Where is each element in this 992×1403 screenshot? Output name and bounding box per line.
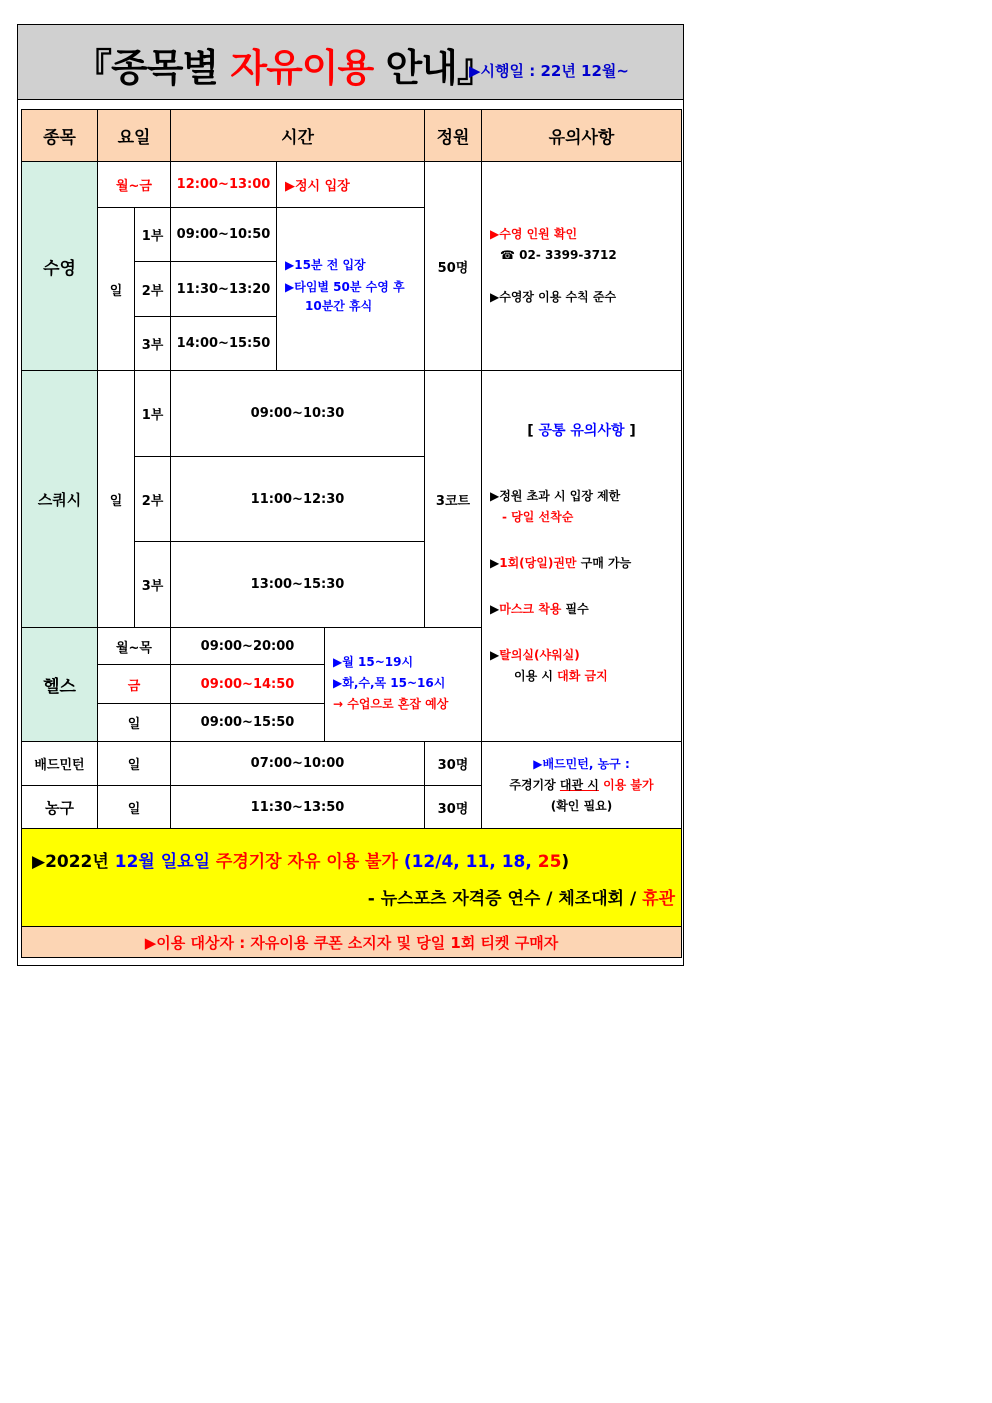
header-sport: 종목 xyxy=(21,109,98,162)
common-note-locker: ▶탈의실(샤워실) xyxy=(490,648,580,662)
swim-part-1: 1부 xyxy=(134,207,171,262)
common-notes xyxy=(481,370,682,742)
swim-part-2: 2부 xyxy=(134,261,171,317)
health-day-2: 금 xyxy=(97,664,171,704)
page-title xyxy=(74,37,494,92)
basketball-day: 일 xyxy=(97,785,171,829)
swim-session-note-3: 10분간 휴식 xyxy=(305,299,373,313)
swim-note-1: ▶수영 인원 확인 xyxy=(490,227,578,241)
swim-session-note-2: ▶타임별 50분 수영 후 xyxy=(285,280,405,294)
badminton-time: 07:00~10:00 xyxy=(170,741,425,786)
banner-line-1: ▶2022년 12월 일요일 주경기장 자유 이용 불가 (12/4, 11, 18, 25) xyxy=(32,852,570,872)
health-time-2: 09:00~14:50 xyxy=(170,664,325,704)
title-bracket-open: 『 xyxy=(74,46,112,90)
common-note-no-talk: 이용 시 대화 금지 xyxy=(514,669,608,683)
header-notes: 유의사항 xyxy=(481,109,682,162)
court-note xyxy=(481,741,682,829)
swim-weekday-note: ▶정시 입장 xyxy=(276,161,425,208)
squash-time-2: 11:00~12:30 xyxy=(170,456,425,542)
swim-time-1: 09:00~10:50 xyxy=(170,207,277,262)
badminton-capacity: 30명 xyxy=(424,741,482,786)
swim-sun: 일 xyxy=(97,207,135,371)
health-day-3: 일 xyxy=(97,703,171,742)
swim-capacity: 50명 xyxy=(424,161,482,371)
sport-swim: 수영 xyxy=(21,161,98,371)
effective-date: ▶시행일 : 22년 12월~ xyxy=(469,62,629,80)
title-bracket-close: 』 xyxy=(456,46,494,90)
sport-badminton: 배드민턴 xyxy=(21,741,98,786)
health-note-1: ▶월 15~19시 xyxy=(333,655,414,669)
swim-time-2: 11:30~13:20 xyxy=(170,261,277,317)
swim-session-note xyxy=(276,207,425,371)
squash-time-3: 13:00~15:30 xyxy=(170,541,425,628)
health-day-1: 월~목 xyxy=(97,627,171,665)
header-day: 요일 xyxy=(97,109,171,162)
health-time-3: 09:00~15:50 xyxy=(170,703,325,742)
swim-part-3: 3부 xyxy=(134,316,171,371)
sport-health: 헬스 xyxy=(21,627,98,742)
swim-session-note-1: ▶15분 전 입장 xyxy=(285,258,366,272)
swim-note-3: ▶수영장 이용 수칙 준수 xyxy=(490,290,617,304)
common-note-mask: ▶마스크 착용 필수 xyxy=(490,602,589,616)
health-note-2: ▶화,수,목 15~16시 xyxy=(333,676,446,690)
header-time: 시간 xyxy=(170,109,425,162)
common-notes-title: [ 공통 유의사항 ] xyxy=(527,423,636,439)
squash-time-1: 09:00~10:30 xyxy=(170,370,425,457)
squash-sun: 일 xyxy=(97,370,135,628)
swim-weekday-time: 12:00~13:00 xyxy=(170,161,277,208)
sunday-closure-banner xyxy=(21,828,682,927)
court-note-2: 주경기장 대관 시 이용 불가 xyxy=(509,777,654,792)
court-note-1: ▶배드민턴, 농구 : xyxy=(533,756,630,771)
swim-note-phone: ☎ 02- 3399-3712 xyxy=(500,248,617,262)
header-capacity: 정원 xyxy=(424,109,482,162)
common-note-first-come: - 당일 선착순 xyxy=(502,510,574,524)
basketball-time: 11:30~13:50 xyxy=(170,785,425,829)
court-note-3: (확인 필요) xyxy=(550,798,613,813)
squash-part-3: 3부 xyxy=(134,541,171,628)
squash-capacity: 3코트 xyxy=(424,370,482,628)
title-word-guide: 안내 xyxy=(385,46,457,90)
banner-line-2: - 뉴스포츠 자격증 연수 / 체조대회 / 휴관 xyxy=(367,889,675,909)
eligibility-footer: ▶이용 대상자 : 자유이용 쿠폰 소지자 및 당일 1회 티켓 구매자 xyxy=(21,926,682,958)
swim-weekday: 월~금 xyxy=(97,161,171,208)
health-notes xyxy=(324,627,482,742)
swim-time-3: 14:00~15:50 xyxy=(170,316,277,371)
swim-notes xyxy=(481,161,682,371)
basketball-capacity: 30명 xyxy=(424,785,482,829)
health-time-1: 09:00~20:00 xyxy=(170,627,325,665)
sport-basketball: 농구 xyxy=(21,785,98,829)
health-note-3: → 수업으로 혼잡 예상 xyxy=(333,697,449,711)
title-word-sport: 종목별 xyxy=(111,46,219,90)
title-bar xyxy=(18,25,683,100)
sport-squash: 스쿼시 xyxy=(21,370,98,628)
badminton-day: 일 xyxy=(97,741,171,786)
squash-part-1: 1부 xyxy=(134,370,171,457)
common-note-ticket: ▶1회(당일)권만 구매 가능 xyxy=(490,556,632,570)
common-note-capacity: ▶정원 초과 시 입장 제한 xyxy=(490,489,621,503)
title-word-free-use: 자유이용 xyxy=(230,46,374,90)
squash-part-2: 2부 xyxy=(134,456,171,542)
